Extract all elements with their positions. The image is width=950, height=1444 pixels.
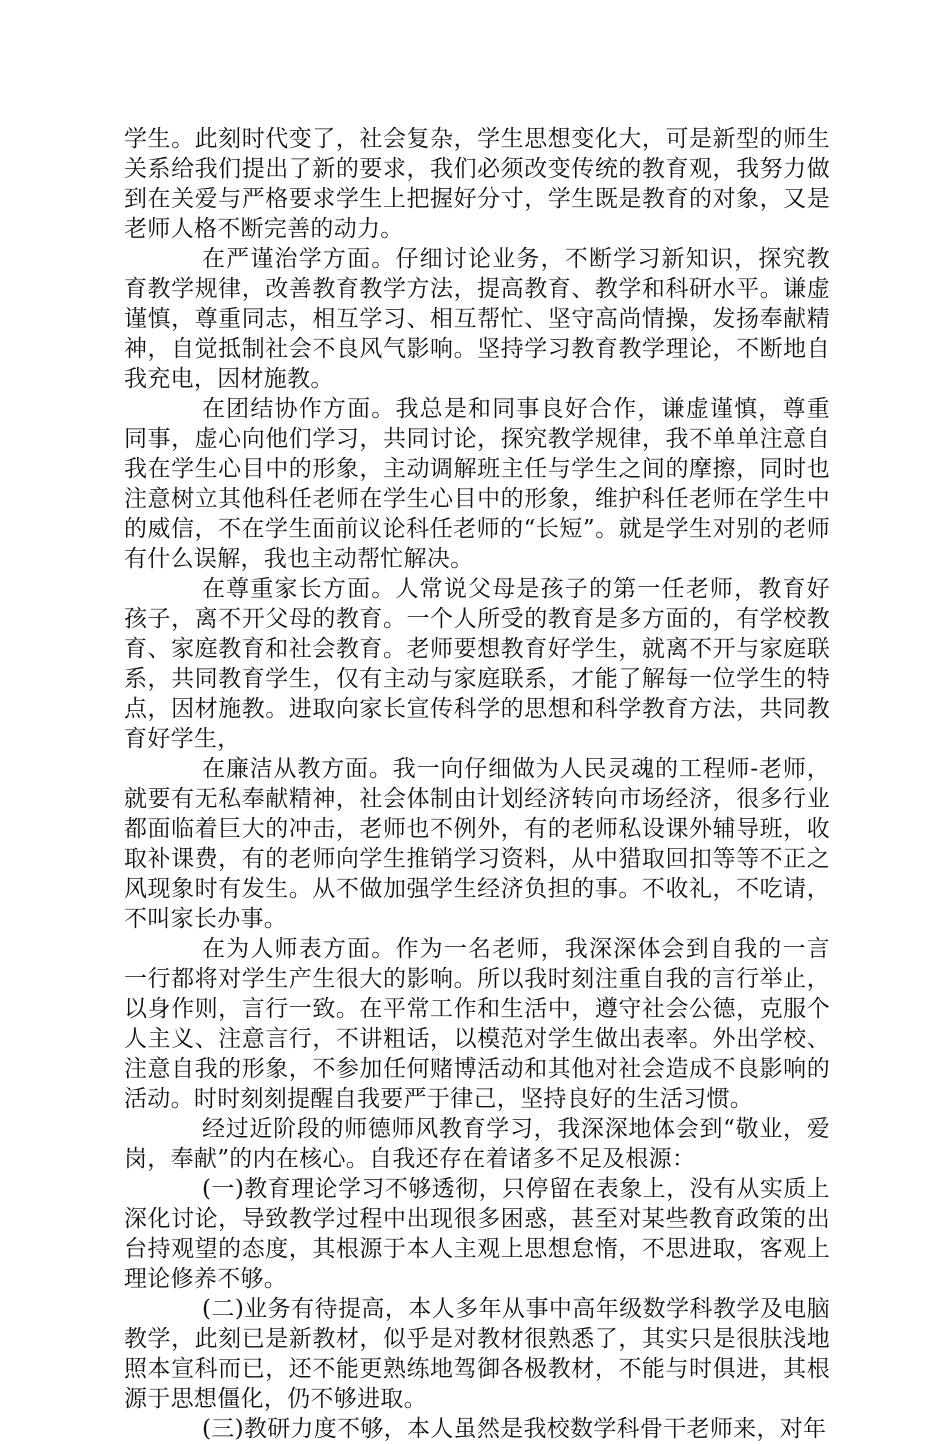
document-body	[124, 124, 830, 1444]
paragraph-shortcoming-1: (一)教育理论学习不够透彻，只停留在表象上，没有从实质上深化讨论，导致教学过程中出现很多困惑，甚至对某些教育政策的出台持观望的态度，其根源于本人主观上思想怠惰，不思进取，客观上理论修养不够。	[124, 1176, 830, 1292]
paragraph-shortcoming-3: (三)教研力度不够，本人虽然是我校数学科骨干老师来，对年	[202, 1416, 827, 1442]
paragraph-continuation: 学生。此刻时代变了，社会复杂，学生思想变化大，可是新型的师生关系给我们提出了新的要求，我们必须改变传统的教育观，我努力做到在关爱与严格要求学生上把握好分寸，学生既是教育的对象，又是老师人格不断完善的动力。	[124, 126, 830, 242]
paragraph-respect-parents: 在尊重家长方面。人常说父母是孩子的第一任老师，教育好孩子，离不开父母的教育。一个人所受的教育是多方面的，有学校教育、家庭教育和社会教育。老师要想教育好学生，就离不开与家庭联系，共同教育学生，仅有主动与家庭联系，才能了解每一位学生的特点，因材施教。进取向家长宣传科学的思想和科学教育方法，共同教育好学生，	[124, 576, 830, 752]
paragraph-shortcoming-2: (二)业务有待提高，本人多年从事中高年级数学科教学及电脑教学，此刻已是新教材，似乎是对教材很熟悉了，其实只是很肤浅地照本宣科而已，还不能更熟练地驾御各极教材，不能与时俱进，其根源于思想僵化，仍不够进取。	[124, 1296, 830, 1412]
paragraph-role-model: 在为人师表方面。作为一名老师，我深深体会到自我的一言一行都将对学生产生很大的影响。所以我时刻注重自我的言行举止，以身作则，言行一致。在平常工作和生活中，遵守社会公德，克服个人主义、注意言行，不讲粗话，以模范对学生做出表率。外出学校、注意自我的形象，不参加任何赌博活动和其他对社会造成不良影响的活动。时时刻刻提醒自我要严于律己，坚持良好的生活习惯。	[124, 936, 830, 1112]
paragraph-reflection: 经过近阶段的师德师风教育学习，我深深地体会到“敬业，爱岗，奉献”的内在核心。自我还存在着诸多不足及根源：	[124, 1116, 830, 1172]
paragraph-integrity: 在廉洁从教方面。我一向仔细做为人民灵魂的工程师-老师，就要有无私奉献精神，社会体制由计划经济转向市场经济，很多行业都面临着巨大的冲击，老师也不例外，有的老师私设课外辅导班，收取补课费，有的老师向学生推销学习资料，从中猎取回扣等等不正之风现象时有发生。从不做加强学生经济负担的事。不收礼，不吃请，不叫家长办事。	[124, 756, 830, 932]
paragraph-rigorous-scholarship: 在严谨治学方面。仔细讨论业务，不断学习新知识，探究教育教学规律，改善教育教学方法，提高教育、教学和科研水平。谦虚谨慎，尊重同志，相互学习、相互帮忙、坚守高尚情操，发扬奉献精神，自觉抵制社会不良风气影响。坚持学习教育教学理论，不断地自我充电，因材施教。	[124, 246, 830, 392]
paragraph-teamwork: 在团结协作方面。我总是和同事良好合作，谦虚谨慎，尊重同事，虚心向他们学习，共同讨论，探究教学规律，我不单单注意自我在学生心目中的形象，主动调解班主任与学生之间的摩擦，同时也注意树立其他科任老师在学生心目中的形象，维护科任老师在学生中的威信，不在学生面前议论科任老师的“长短”。就是学生对别的老师有什么误解，我也主动帮忙解决。	[124, 396, 830, 572]
